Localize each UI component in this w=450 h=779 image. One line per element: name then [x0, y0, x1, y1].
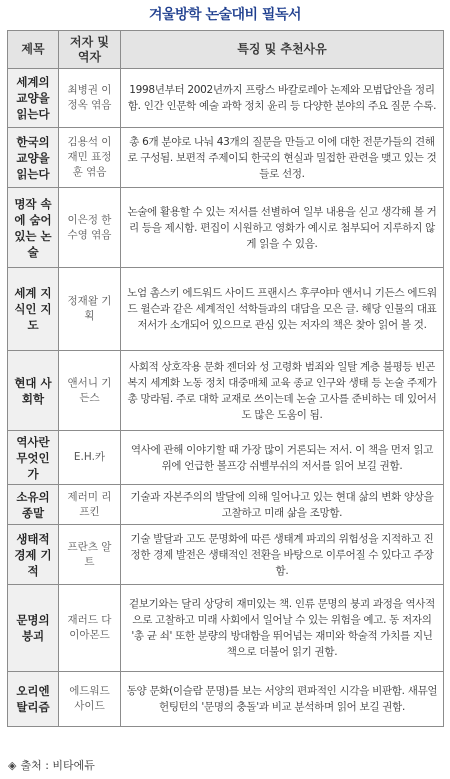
- book-title: 한국의 교양을 읽는다: [8, 128, 59, 188]
- book-author: 앤서니 기 든스: [59, 351, 121, 431]
- table-row: [8, 351, 444, 431]
- book-title: 문명의 붕괴: [8, 585, 59, 672]
- book-title: 오리엔 탈리즘: [8, 672, 59, 727]
- book-author: 김용석 이 재민 표정 훈 엮음: [59, 128, 121, 188]
- header-author-label: 저자 및 역자: [70, 34, 109, 64]
- page-title: 겨울방학 논술대비 필독서: [148, 7, 301, 23]
- header-author: [59, 31, 121, 69]
- book-description: 역사에 관해 이야기할 때 가장 많이 거론되는 저서. 이 책을 먼저 읽고 위에 언급한 볼프강 쉬벨부쉬의 저서를 읽어 보길 권함.: [121, 431, 444, 485]
- book-title: 세계 지 식인 지 도: [8, 268, 59, 351]
- table-row: [8, 69, 444, 128]
- book-author: 재러드 다 이아몬드: [59, 585, 121, 672]
- diamond-icon: ◈: [8, 759, 17, 772]
- book-title: 생태적 경제 기 적: [8, 525, 59, 585]
- book-description: 동양 문화(이슬람 문명)를 보는 서양의 편파적인 시각을 비판함. 새뮤얼 헌팅턴의 '문명의 충돌'과 비교 분석하며 읽어 보길 권함.: [121, 672, 444, 727]
- book-author: 제러미 리 프킨: [59, 485, 121, 525]
- header-title: [8, 31, 59, 69]
- book-author: 이은정 한 수영 엮음: [59, 188, 121, 268]
- table-row: [8, 188, 444, 268]
- header-title-label: 제목: [21, 42, 45, 56]
- source-note: [8, 757, 95, 773]
- book-description: 1998년부터 2002년까지 프랑스 바칼로레아 논제와 모범답안을 정리함. 인간 인문학 예술 과학 정치 윤리 등 다양한 분야의 주요 질문 수록.: [121, 69, 444, 128]
- book-title: 세계의 교양을 읽는다: [8, 69, 59, 128]
- book-description: 겉보기와는 달리 상당히 재미있는 책. 인류 문명의 붕괴 과정을 역사적으로 고찰하고 미래 사회에서 일어날 수 있는 위험을 예고. 동 저자의 '총 균 쇠' 또한 분량의 방대함을 뛰어넘는 재미와 학술적 가치를 지닌 책으로 더불어 읽기 권함.: [121, 585, 444, 672]
- book-table: [7, 30, 444, 727]
- table-header-row: [8, 31, 444, 69]
- table-row: [8, 268, 444, 351]
- book-author: E.H.카: [59, 431, 121, 485]
- book-author: 최병권 이 정옥 엮음: [59, 69, 121, 128]
- table-row: [8, 128, 444, 188]
- book-title: 현대 사 회학: [8, 351, 59, 431]
- book-description: 총 6개 분야로 나눠 43개의 질문을 만들고 이에 대한 전문가들의 견해로 구성됨. 보편적 주제이되 한국의 현실과 밀접한 관련을 맺고 있는 것들로 선정.: [121, 128, 444, 188]
- book-description: 기술 발달과 고도 문명화에 따른 생태계 파괴의 위험성을 지적하고 진정한 경제 발전은 생태적인 전환을 바탕으로 이루어질 수 있다고 주장함.: [121, 525, 444, 585]
- header-desc: [121, 31, 444, 69]
- book-title: 역사란 무엇인 가: [8, 431, 59, 485]
- book-description: 노엄 촘스키 에드워드 사이드 프랜시스 후쿠야마 앤서니 기든스 에드워드 윌슨과 같은 세계적인 석학들과의 대담을 모은 글. 해당 인물의 대표 저서가 소개되어 있으므로 관심 있는 저자의 책은 찾아 읽어 볼 것.: [121, 268, 444, 351]
- book-description: 기술과 자본주의의 발달에 의해 일어나고 있는 현대 삶의 변화 양상을 고찰하고 미래 삶을 조망함.: [121, 485, 444, 525]
- table-row: [8, 585, 444, 672]
- book-description: 사회적 상호작용 문화 젠더와 성 고령화 범죄와 일탈 계층 불평등 빈곤 복지 세계화 노동 정치 대중매체 교육 종교 인구와 생태 등 논술 주제가 총 망라됨. 주로 대학 교재로 쓰이는데 논술 고사를 준비하는 데 있어서도 많은 도움이 됨.: [121, 351, 444, 431]
- source-text: 출처 : 비타에듀: [20, 759, 95, 772]
- table-row: [8, 485, 444, 525]
- book-author: 정재왈 기 획: [59, 268, 121, 351]
- table-row: [8, 525, 444, 585]
- book-description: 논술에 활용할 수 있는 저서를 선별하여 일부 내용을 싣고 생각해 볼 거리 등을 제시함. 편집이 시원하고 영화가 예시로 첨부되어 지루하지 않게 읽을 수 있음.: [121, 188, 444, 268]
- book-title: 소유의 종말: [8, 485, 59, 525]
- book-author: 에드워드 사이드: [59, 672, 121, 727]
- header-desc-label: 특징 및 추천사유: [237, 42, 327, 56]
- book-author: 프란츠 알 트: [59, 525, 121, 585]
- table-row: [8, 672, 444, 727]
- book-title: 명작 속 에 숨어 있는 논 술: [8, 188, 59, 268]
- table-row: [8, 431, 444, 485]
